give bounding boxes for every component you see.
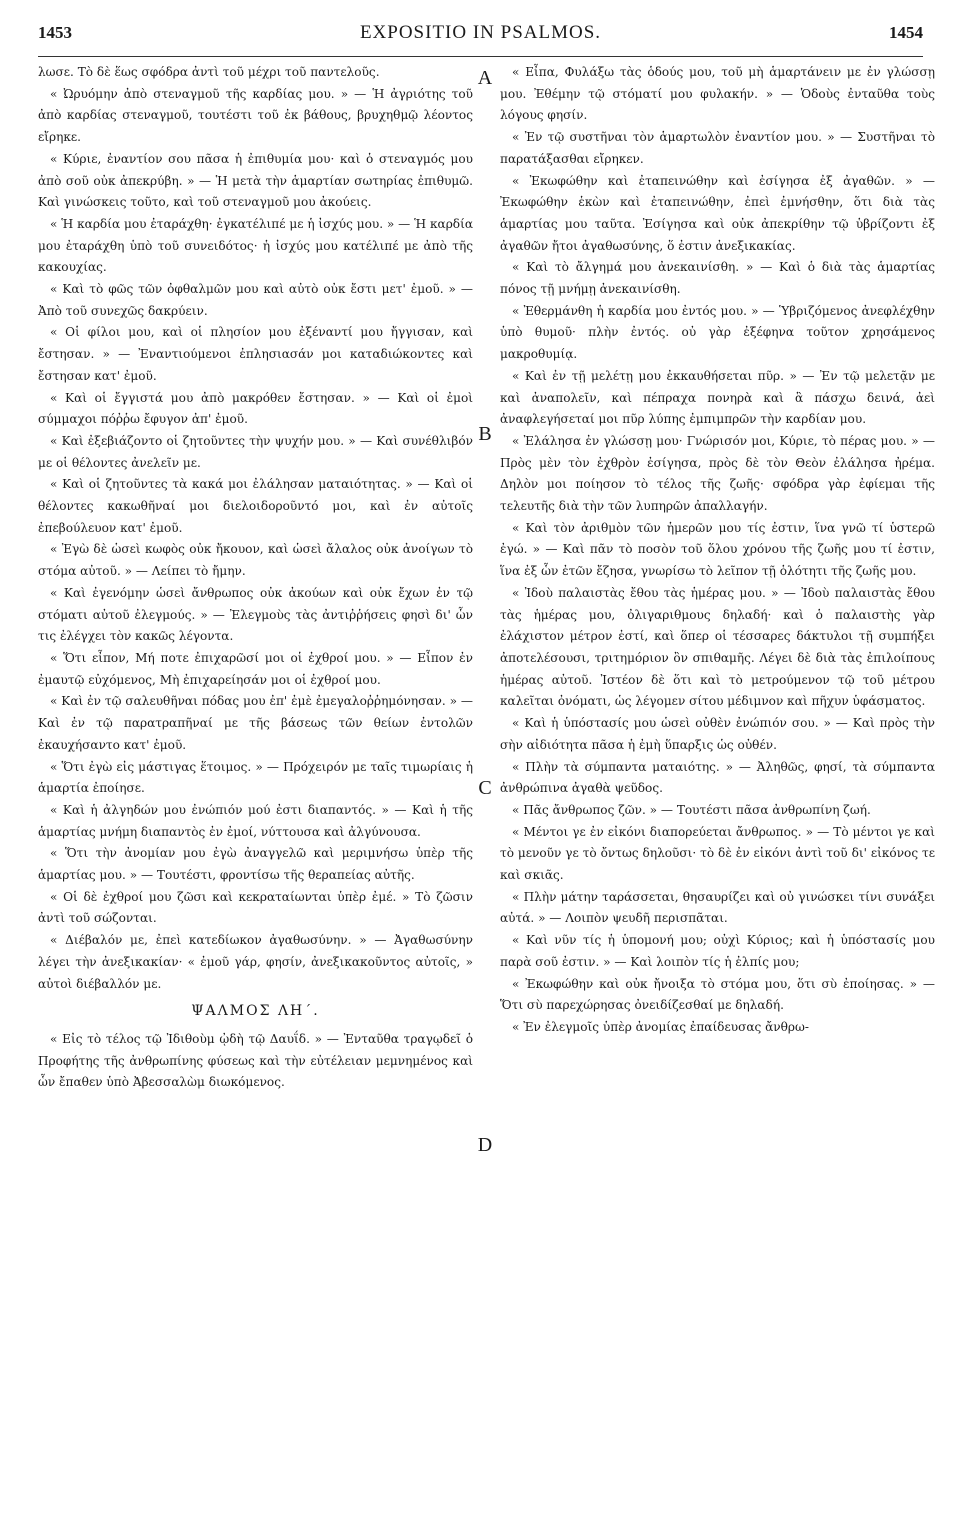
right-column xyxy=(500,62,935,1039)
paragraph: « Καὶ οἱ ζητοῦντες τὰ κακά μοι ἐλάλησαν ματαιότητας. » — Καὶ οἱ θέλοντες κακωθῆναί μοι διελοιδοροῦντό μοι, καὶ ἐν αὐτοῖς ἐπεβούλευον κατ' ἐμοῦ. xyxy=(38,477,473,535)
paragraph: « Ἐθερμάνθη ἡ καρδία μου ἐντός μου. » — Ὑβριζόμενος ἀνεφλέχθην ὑπὸ θυμοῦ· πλὴν ἐντός. οὐ γὰρ ἐξέφηνα τοῦτον χρησάμενος μακροθυμίᾳ. xyxy=(500,303,935,362)
paragraph: « Κύριε, ἐναντίον σου πᾶσα ἡ ἐπιθυμία μου· καὶ ὁ στεναγμός μου ἀπὸ σοῦ οὐκ ἀπεκρύβη. » — Ἡ μετὰ τὴν ἁμαρτίαν σωτηρίας ἐπιθυμῶ. Καὶ γινώσκεις τοῦτο, καὶ τοῦ στεναγμοῦ μου ἀκούεις. xyxy=(38,151,473,210)
paragraph: « Ἐν τῷ συστῆναι τὸν ἁμαρτωλὸν ἐναντίον μου. » — Συστῆναι τὸ παρατάξασθαι εἴρηκεν. xyxy=(500,130,935,166)
paragraph: « Πλὴν μάτην ταράσσεται, θησαυρίζει καὶ οὐ γινώσκει τίνι συνάξει αὐτά. » — Λοιπὸν ψευδῆ περισπᾶται. xyxy=(500,889,935,926)
paragraph: « Καὶ ἐν τῇ μελέτῃ μου ἐκκαυθήσεται πῦρ. » — Ἐν τῷ μελετᾷν με καὶ ἀναπολεῖν, καὶ πέπραχα πονηρὰ καὶ ἃ πάσχω δεινά, ἀεὶ ἀναφλεγήσεταί μοι πῦρ λύπης ἐμπιμπρῶν τὴν καρδίαν μου. xyxy=(500,368,935,427)
paragraph: « Ἰδοὺ παλαιστὰς ἔθου τὰς ἡμέρας μου. » — Ἰδοὺ παλαιστὰς ἔθου τὰς ἡμέρας μου, ὀλιγαριθμους δηλαδή· καὶ ὁ παλαιστὴς γὰρ ἐλάχιστον μέτρον ἐστί, καὶ ὅπερ οἱ τέσσαρες δάκτυλοι τῇ συμπήξει ἀποτελέσουσι, τριτημόριον ὂν σπιθαμῆς. Λέγει δὲ διὰ τὰς ἐπιλοίπους ἡμέρας αὐτοῦ. Ἰστέον δὲ ὅτι καὶ τὸ μετρούμενον τῷ τοῦ μέτρου καλεῖται ὀνόματι, ὡς λέγομεν σίτου μέδιμνον καὶ πῆχυν ὑφάσματος. xyxy=(500,585,935,709)
page-header xyxy=(38,22,923,57)
paragraph: « Καὶ τὸ φῶς τῶν ὀφθαλμῶν μου καὶ αὐτὸ οὐκ ἔστι μετ' ἐμοῦ. » — Ἀπὸ τοῦ συνεχῶς δακρύειν. xyxy=(38,282,473,318)
paragraph: « Ἐκωφώθην καὶ ἐταπεινώθην καὶ ἐσίγησα ἐξ ἀγαθῶν. » — Ἐκωφώθην ἑκὼν καὶ ἐταπεινώθην, ἐπεὶ ἐμνήσθην, ὅτι διὰ τὰς ἁμαρτίας μου ταῦτα. Ἐσίγησα καὶ οὐκ ἀπεκρίθην τῷ ὑβρίζοντι ἐξ ἀγαθῶν ἤτοι ἀγαθωσύνης, ὅ ἐστιν ἀνεξικακίας. xyxy=(500,173,935,253)
paragraph: « Ἐλάλησα ἐν γλώσσῃ μου· Γνώρισόν μοι, Κύριε, τὸ πέρας μου. » — Πρὸς μὲν τὸν ἐχθρὸν ἐσίγησα, πρὸς δὲ τὸν Θεὸν ἐλάλησα ἠρέμα. Δηλὸν μοι ποίησον τὸ τέλος τῆς ζωῆς· σφόδρα γὰρ ἐφίεμαι τῆς τελευτῆς διὰ τὴν τῶν λυπηρῶν ἀπαλλαγήν. xyxy=(500,433,935,514)
margin-letter-b: B xyxy=(478,423,492,445)
page-number-right: 1454 xyxy=(888,23,923,42)
page-number-left: 1453 xyxy=(38,23,72,42)
psalm-heading: ΨΑΛΜΟΣ ΛΗ΄. xyxy=(191,1003,320,1020)
running-title: EXPOSITIO IN PSALMOS. xyxy=(359,22,602,43)
paragraph: « Εἰς τὸ τέλος τῷ Ἰδιθοὺμ ᾠδὴ τῷ Δαυΐδ. » — Ἐνταῦθα τραγῳδεῖ ὁ Προφήτης τῆς ἀνθρωπίνης φύσεως καὶ τὴν εὐτέλειαν μεμνημένος καὶ ὧν ἔπαθεν ὑπὸ Ἀβεσσαλὼμ διωκόμενος. xyxy=(38,1031,473,1090)
paragraph: « Οἱ φίλοι μου, καὶ οἱ πλησίον μου ἐξέναντί μου ἤγγισαν, καὶ ἔστησαν. » — Ἐναντιούμενοι ἐπλησιασάν μοι καταδιώκοντες καὶ ἔστησαν κατ' ἐμοῦ. xyxy=(38,325,473,383)
paragraph: « Καὶ ἡ ὑπόστασίς μου ὡσεὶ οὐθὲν ἐνώπιόν σου. » — Καὶ πρὸς τὴν σὴν αἰδιότητα πᾶσα ἡ ἐμὴ ὕπαρξις ὡς οὐθέν. xyxy=(500,716,935,752)
paragraph: « Καὶ ἐγενόμην ὡσεὶ ἄνθρωπος οὐκ ἀκούων καὶ οὐκ ἔχων ἐν τῷ στόματι αὐτοῦ ἐλεγμούς. » — Ἐλεγμοὺς τὰς ἀντιῤῥήσεις φησὶ δι' ὧν τις ἐλέγχει τὸν κακῶς λέγοντα. xyxy=(38,585,473,644)
paragraph: « Καὶ οἱ ἔγγιστά μου ἀπὸ μακρόθεν ἔστησαν. » — Καὶ οἱ ἐμοὶ σύμμαχοι πόῤῥω ἔφυγον ἀπ' ἐμοῦ. xyxy=(38,390,473,427)
margin-letter-a: A xyxy=(477,67,493,89)
paragraph: « Ἐν ἐλεγμοῖς ὑπὲρ ἀνομίας ἐπαίδευσας ἄνθρω- xyxy=(512,1019,809,1034)
margin-letter-d: D xyxy=(477,1134,493,1156)
paragraph: « Οἱ δὲ ἐχθροί μου ζῶσι καὶ κεκραταίωνται ὑπὲρ ἐμέ. » Τὸ ζῶσιν ἀντὶ τοῦ σώζονται. xyxy=(38,889,473,926)
left-column xyxy=(38,62,473,1094)
paragraph: « Καὶ τὸ ἄλγημά μου ἀνεκαινίσθη. » — Καὶ ὁ διὰ τὰς ἁμαρτίας πόνος τῇ μνήμῃ ἀνεκαινίσθη. xyxy=(500,260,935,297)
paragraph: « Ὠρυόμην ἀπὸ στεναγμοῦ τῆς καρδίας μου. » — Ἡ ἀγριότης τοῦ ἀπὸ καρδίας στεναγμοῦ, τουτέστι τοῦ ἐκ βάθους, βρυχηθμῷ λέοντος εἴρηκε. xyxy=(38,86,473,145)
paragraph: « Ἐγὼ δὲ ὡσεὶ κωφὸς οὐκ ἤκουον, καὶ ὡσεὶ ἄλαλος οὐκ ἀνοίγων τὸ στόμα αὐτοῦ. » — Λείπει τὸ ἤμην. xyxy=(38,542,473,579)
paragraph: « Καὶ νῦν τίς ἡ ὑπομονή μου; οὐχὶ Κύριος; καὶ ἡ ὑπόστασίς μου παρὰ σοῦ ἐστιν. » — Καὶ λοιπὸν τίς ἡ ἐλπίς μου; xyxy=(500,933,935,969)
paragraph: « Ὅτι εἶπον, Μή ποτε ἐπιχαρῶσί μοι οἱ ἐχθροί μου. » — Εἶπον ἐν ἐμαυτῷ εὐχόμενος, Μὴ ἐπιχαρείησάν μοι οἱ ἐχθροί μου. xyxy=(38,650,473,687)
paragraph: « Καὶ ἡ ἀλγηδών μου ἐνώπιόν μού ἐστι διαπαντός. » — Καὶ ἡ τῆς ἁμαρτίας μνήμη διαπαντὸς ἐν ἐμοί, νύττουσα καὶ ἀλγύνουσα. xyxy=(38,802,473,839)
paragraph: « Ὅτι ἐγὼ εἰς μάστιγας ἕτοιμος. » — Πρόχειρόν με ταῖς τιμωρίαις ἡ ἁμαρτία ἐποίησε. xyxy=(38,759,473,796)
paragraph: λωσε. Τὸ δὲ ἕως σφόδρα ἀντὶ τοῦ μέχρι τοῦ παντελοῦς. xyxy=(38,65,380,79)
paragraph: « Πλὴν τὰ σύμπαντα ματαιότης. » — Ἀληθῶς, φησί, τὰ σύμπαντα ἀνθρώπινα ἀγαθὰ ψεῦδος. xyxy=(500,759,935,796)
paragraph: « Καὶ ἐν τῷ σαλευθῆναι πόδας μου ἐπ' ἐμὲ ἐμεγαλοῤῥημόνησαν. » — Καὶ ἐν τῷ παρατραπῆναί με τῆς βάσεως τῶν θείων ἐντολῶν ἐκαυχήσαντο κατ' ἐμοῦ. xyxy=(38,694,473,752)
paragraph: « Μέντοι γε ἐν εἰκόνι διαπορεύεται ἄνθρωπος. » — Τὸ μέντοι γε καὶ τὸ μενοῦν γε τὸ ὄντως δηλοῦσι· τὸ δὲ ἐν εἰκόνι ἀντὶ τοῦ δι' εἰκόνος τε καὶ σκιᾶς. xyxy=(500,824,935,883)
paragraph: « Πᾶς ἄνθρωπος ζῶν. » — Τουτέστι πᾶσα ἀνθρωπίνη ζωή. xyxy=(512,802,871,817)
margin-letter-c: C xyxy=(478,777,492,799)
paragraph: « Καὶ τὸν ἀριθμὸν τῶν ἡμερῶν μου τίς ἐστιν, ἵνα γνῶ τί ὑστερῶ ἐγώ. » — Καὶ πᾶν τὸ ποσὸν τοῦ ὅλου χρόνου τῆς ζωῆς μου τί ἐστιν, ἵνα ἐξ ὧν ἐτῶν ἔζησα, γνωρίσω τὸ λεῖπον τῇ ὁλότητι τῆς ζωῆς μου. xyxy=(500,520,935,579)
paragraph: « Ὅτι τὴν ἀνομίαν μου ἐγὼ ἀναγγελῶ καὶ μεριμνήσω ὑπὲρ τῆς ἁμαρτίας μου. » — Τουτέστι, φροντίσω τῆς θεραπείας αὐτῆς. xyxy=(38,846,473,883)
paragraph: « Καὶ ἐξεβιάζοντο οἱ ζητοῦντες τὴν ψυχήν μου. » — Καὶ συνέθλιβόν με οἱ θέλοντες ἀνελεῖν με. xyxy=(38,433,473,470)
paragraph: « Διέβαλόν με, ἐπεὶ κατεδίωκον ἀγαθωσύνην. » — Ἀγαθωσύνην λέγει τὴν ἀνεξικακίαν· « ἐμοῦ γάρ, φησίν, ἀνεξικακοῦντος αὐτοῖς, » αὐτοὶ διέβαλλόν με. xyxy=(38,933,473,991)
paragraph: « Εἶπα, Φυλάξω τὰς ὁδούς μου, τοῦ μὴ ἁμαρτάνειν με ἐν γλώσσῃ μου. Ἐθέμην τῷ στόματί μου φυλακήν. » — Ὁδοὺς ἐνταῦθα τοὺς λόγους φησίν. xyxy=(500,65,935,123)
paragraph: « Ἐκωφώθην καὶ οὐκ ἤνοιξα τὸ στόμα μου, ὅτι σὺ ἐποίησας. » — Ὅτι σὺ παρεχώρησας ὀνειδίζεσθαί με δηλαδή. xyxy=(500,976,935,1013)
paragraph: « Ἡ καρδία μου ἐταράχθη· ἐγκατέλιπέ με ἡ ἰσχύς μου. » — Ἡ καρδία μου ἐταράχθη ὑπὸ τοῦ συνειδότος· ἡ ἰσχύς μου κατέλιπέ με ἀπὸ τῆς κακουχίας. xyxy=(38,216,473,275)
